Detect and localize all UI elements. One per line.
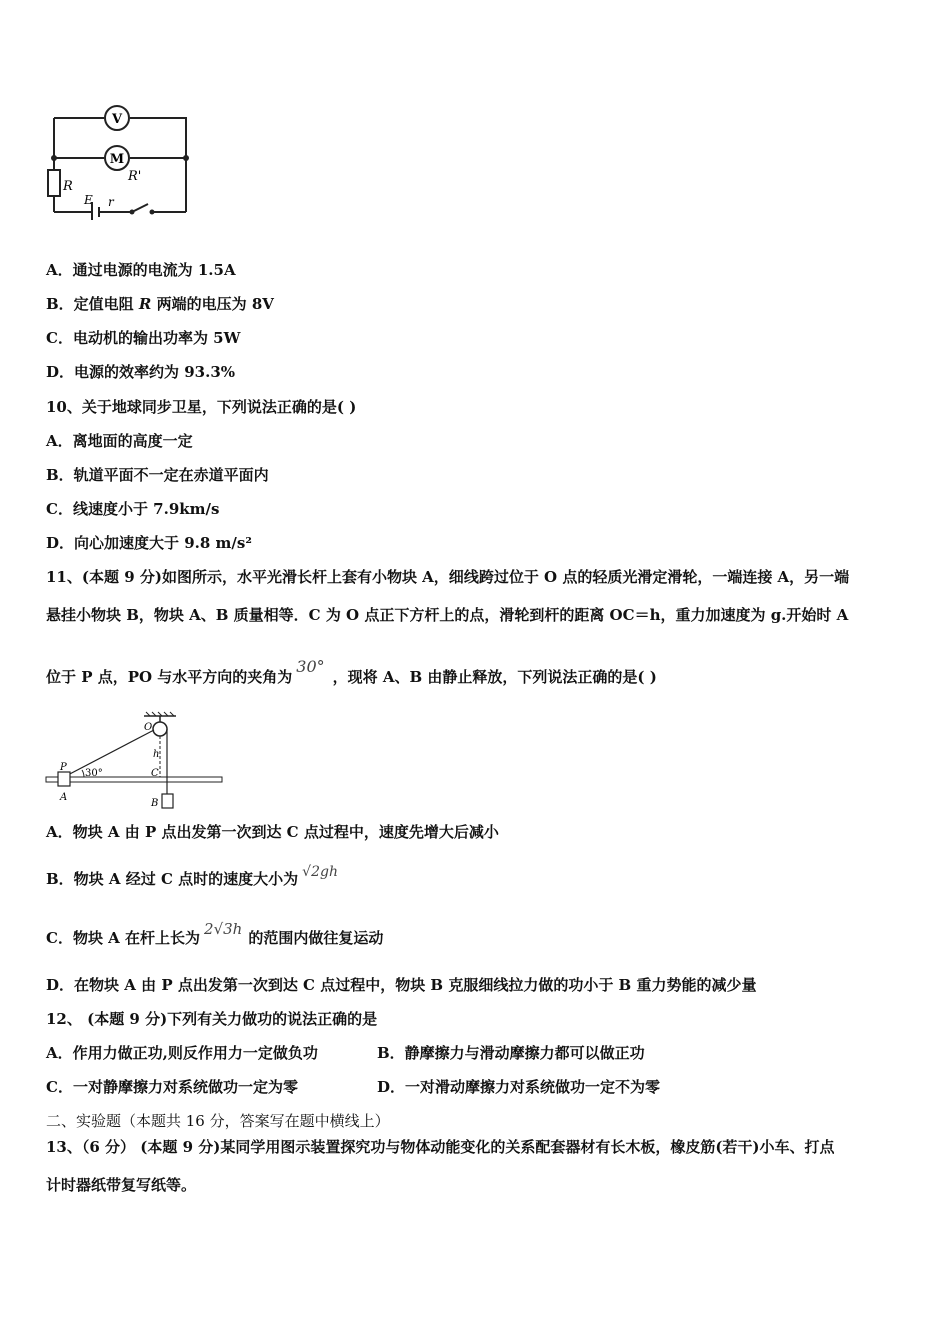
voltmeter-label: V (111, 112, 123, 127)
q12-option-b: B．静摩擦力与滑动摩擦力都可以做正功 (377, 1044, 645, 1062)
q12-stem: 12、 (本题 9 分)下列有关力做功的说法正确的是 (46, 1010, 378, 1028)
q11-option-a: A．物块 A 由 P 点出发第一次到达 C 点过程中，速度先增大后减小 (46, 823, 499, 841)
2sqrt3h-math: 2√3h (204, 920, 243, 938)
pulley-diagram (44, 710, 228, 812)
q10-stem: 10、关于地球同步卫星，下列说法正确的是( ) (46, 398, 357, 416)
q11-option-d: D．在物块 A 由 P 点出发第一次到达 C 点过程中，物块 B 克服细线拉力做的功小于 B 重力势能的减少量 (46, 976, 757, 994)
motor-resistance-label: R' (128, 169, 142, 184)
label-c: C (151, 768, 159, 779)
circuit-diagram (44, 100, 194, 220)
sqrt-2gh-math: √2gh (302, 864, 338, 880)
q9-option-b: B．定值电阻 R 两端的电压为 8V (46, 295, 274, 313)
label-angle: 30° (85, 768, 103, 779)
angle-30-math: 30° (296, 657, 325, 676)
q12-option-a: A．作用力做正功,则反作用力一定做负功 (46, 1044, 318, 1062)
q10-option-a: A．离地面的高度一定 (46, 432, 193, 450)
q11-option-b: B．物块 A 经过 C 点时的速度大小为 √2gh (46, 864, 338, 888)
q12-option-d: D．一对滑动摩擦力对系统做功一定不为零 (377, 1078, 661, 1096)
q13-stem-line2: 计时器纸带复写纸等。 (46, 1176, 197, 1194)
q11-stem-line3: 位于 P 点，PO 与水平方向的夹角为30°，现将 A、B 由静止释放，下列说法正确的是( ) (46, 657, 657, 686)
q9-option-c: C．电动机的输出功率为 5W (46, 329, 241, 347)
q9-option-a: A．通过电源的电流为 1.5A (46, 261, 236, 279)
q11-stem-line2: 悬挂小物块 B，物块 A、B 质量相等．C 为 O 点正下方杆上的点，滑轮到杆的距离 OC＝h，重力加速度为 g.开始时 A (46, 606, 849, 624)
emf-label: E (84, 193, 93, 207)
q13-stem-line1: 13、（6 分） (本题 9 分)某同学用图示装置探究功与物体动能变化的关系配套器材有长木板，橡皮筋(若干)小车、打点 (46, 1138, 835, 1156)
internal-resistance-label: r (108, 195, 114, 209)
q12-option-c: C．一对静摩擦力对系统做功一定为零 (46, 1078, 298, 1096)
label-o: O (144, 722, 153, 733)
label-b: B (151, 798, 159, 809)
q11-stem-line1: 11、(本题 9 分)如图所示，水平光滑长杆上套有小物块 A，细线跨过位于 O 点的轻质光滑定滑轮，一端连接 A，另一端 (46, 568, 850, 586)
label-p: P (60, 762, 67, 773)
resistor-label: R (63, 179, 73, 194)
q10-option-d: D．向心加速度大于 9.8 m/s² (46, 534, 252, 552)
section-2-heading: 二、实验题（本题共 16 分，答案写在题中横线上） (46, 1112, 390, 1130)
label-h: h (153, 749, 160, 760)
q11-option-c: C．物块 A 在杆上长为 2√3h 的范围内做往复运动 (46, 920, 384, 947)
motor-label: M (109, 152, 125, 167)
q9-option-d: D．电源的效率约为 93.3% (46, 363, 236, 381)
q10-option-b: B．轨道平面不一定在赤道平面内 (46, 466, 269, 484)
q10-option-c: C．线速度小于 7.9km/s (46, 500, 220, 518)
label-a: A (60, 792, 68, 803)
